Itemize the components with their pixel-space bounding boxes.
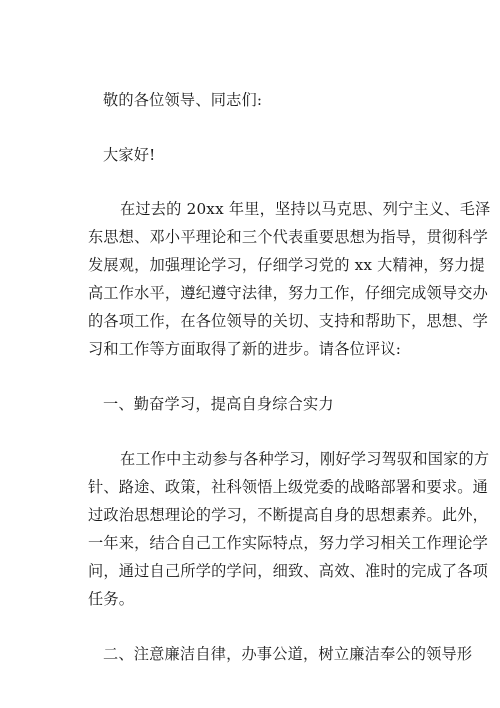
paragraph-line: 问，通过自己所学的学问，细致、高效、准时的完成了各项 <box>88 562 489 580</box>
paragraph-line: 习和工作等方面取得了新的进步。请各位评议: <box>88 340 402 358</box>
paragraph-line: 高工作水平，遵纪遵守法律，努力工作，仔细完成领导交办 <box>88 284 489 302</box>
paragraph-line: 在过去的 20xx 年里，坚持以马克思、列宁主义、毛泽 <box>120 200 491 218</box>
paragraph-line: 过政治思想理论的学习，不断提高自身的思想素养。此外， <box>88 506 489 524</box>
paragraph-line: 在工作中主动参与各种学习，刚好学习驾驭和国家的方 <box>120 450 490 468</box>
paragraph-line: 的各项工作，在各位领导的关切、支持和帮助下，思想、学 <box>88 312 489 330</box>
paragraph-line: 任务。 <box>88 590 135 608</box>
salutation: 敬的各位领导、同志们: <box>103 91 263 109</box>
paragraph-line: 一年来，结合自己工作实际特点，努力学习相关工作理论学 <box>88 534 489 552</box>
paragraph-line: 发展观，加强理论学习，仔细学习党的 xx 大精神，努力提 <box>88 256 485 274</box>
greeting: 大家好! <box>103 146 156 164</box>
section-heading-1: 一、勤奋学习，提高自身综合实力 <box>103 395 334 413</box>
paragraph-line: 东思想、邓小平理论和三个代表重要思想为指导，贯彻科学 <box>88 228 489 246</box>
paragraph-line: 针、路途、政策，社科领悟上级党委的战略部署和要求。通 <box>88 478 489 496</box>
section-heading-2: 二、注意廉洁自律，办事公道，树立廉洁奉公的领导形 <box>103 645 473 663</box>
